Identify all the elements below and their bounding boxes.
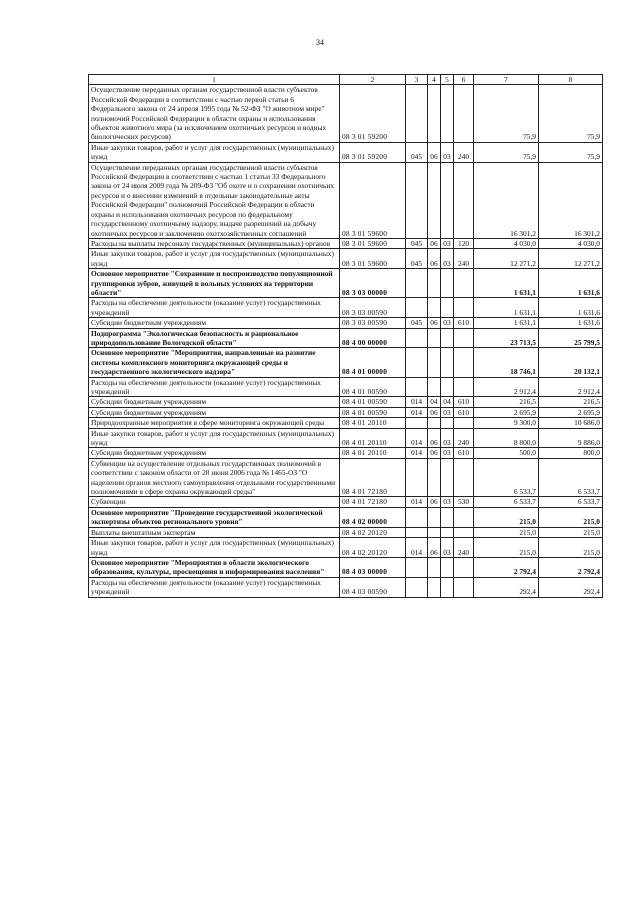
row-name-cell: Иные закупки товаров, работ и услуг для государственных (муниципальных) нужд (89, 538, 340, 558)
row-value-year1-cell: 1 631,1 (474, 269, 539, 298)
row-pr-cell (441, 418, 454, 428)
row-code-cell: 08 3 01 59600 (340, 162, 406, 238)
row-value-year2-cell: 75,9 (539, 85, 603, 142)
row-name-cell: Субсидии бюджетным учреждениям (89, 407, 340, 417)
row-code-cell: 08 3 01 59600 (340, 249, 406, 269)
row-name-cell: Субсидии бюджетным учреждениям (89, 318, 340, 328)
row-name-cell: Природоохранные мероприятия в сфере мониторинга окружающей среды (89, 418, 340, 428)
row-value-year2-cell: 1 631,6 (539, 269, 603, 298)
row-name-cell: Расходы на обеспечение деятельности (оказание услуг) государственных учреждений (89, 298, 340, 318)
row-pr-cell (441, 298, 454, 318)
row-rz-cell: 06 (428, 142, 441, 162)
row-rz-cell: 06 (428, 538, 441, 558)
row-code-cell: 08 3 01 59600 (340, 238, 406, 248)
row-value-year2-cell: 16 301,2 (539, 162, 603, 238)
row-value-year1-cell: 215,0 (474, 507, 539, 527)
col-header-pr: 5 (441, 75, 454, 85)
row-value-year2-cell: 10 686,0 (539, 418, 603, 428)
row-grbs-cell: 045 (406, 249, 428, 269)
table-row (89, 298, 603, 318)
table-row (89, 377, 603, 397)
row-value-year2-cell: 75,9 (539, 142, 603, 162)
row-name-cell: Субсидии бюджетным учреждениям (89, 448, 340, 458)
row-value-year1-cell: 4 030,0 (474, 238, 539, 248)
row-grbs-cell (406, 328, 428, 348)
row-code-cell: 08 4 02 20120 (340, 527, 406, 537)
row-value-year1-cell: 2 695,9 (474, 407, 539, 417)
table-row (89, 428, 603, 448)
row-value-year1-cell: 9 300,0 (474, 418, 539, 428)
row-grbs-cell (406, 577, 428, 597)
row-grbs-cell (406, 85, 428, 142)
row-vr-cell (454, 507, 474, 527)
row-value-year1-cell: 292,4 (474, 577, 539, 597)
row-value-year2-cell: 215,0 (539, 538, 603, 558)
row-name-cell: Субвенции (89, 497, 340, 507)
row-pr-cell: 03 (441, 318, 454, 328)
row-vr-cell: 240 (454, 249, 474, 269)
row-name-cell: Расходы на обеспечение деятельности (оказание услуг) государственных учреждений (89, 577, 340, 597)
row-name-cell: Субсидии бюджетным учреждениям (89, 397, 340, 407)
row-vr-cell (454, 269, 474, 298)
row-pr-cell (441, 527, 454, 537)
budget-table (88, 74, 603, 598)
row-rz-cell: 06 (428, 407, 441, 417)
row-value-year1-cell: 12 271,2 (474, 249, 539, 269)
page-number: 34 (316, 38, 324, 47)
row-value-year2-cell: 2 912,4 (539, 377, 603, 397)
row-value-year2-cell: 2 792,4 (539, 557, 603, 577)
row-code-cell: 08 4 01 00000 (340, 348, 406, 377)
row-vr-cell (454, 348, 474, 377)
row-value-year2-cell: 1 631,6 (539, 298, 603, 318)
row-value-year2-cell: 2 695,9 (539, 407, 603, 417)
table-row (89, 538, 603, 558)
row-rz-cell (428, 557, 441, 577)
table-row (89, 318, 603, 328)
row-pr-cell (441, 328, 454, 348)
table-row (89, 328, 603, 348)
row-value-year2-cell: 215,0 (539, 527, 603, 537)
row-grbs-cell: 014 (406, 538, 428, 558)
row-code-cell: 08 4 01 72180 (340, 458, 406, 497)
row-value-year1-cell: 2 792,4 (474, 557, 539, 577)
row-pr-cell (441, 577, 454, 597)
row-name-cell: Выплаты внештатным экспертам (89, 527, 340, 537)
row-pr-cell: 03 (441, 448, 454, 458)
table-header-row (89, 75, 603, 85)
row-grbs-cell (406, 507, 428, 527)
table-row (89, 497, 603, 507)
row-pr-cell: 03 (441, 407, 454, 417)
row-rz-cell (428, 85, 441, 142)
row-value-year1-cell: 23 713,5 (474, 328, 539, 348)
row-grbs-cell (406, 377, 428, 397)
row-pr-cell (441, 507, 454, 527)
col-header-grbs: 3 (406, 75, 428, 85)
row-pr-cell (441, 458, 454, 497)
row-value-year1-cell: 75,9 (474, 85, 539, 142)
row-code-cell: 08 4 03 00590 (340, 577, 406, 597)
row-value-year1-cell: 500,0 (474, 448, 539, 458)
row-grbs-cell (406, 527, 428, 537)
table-row (89, 527, 603, 537)
row-value-year1-cell: 215,0 (474, 527, 539, 537)
row-pr-cell: 03 (441, 497, 454, 507)
table-row (89, 249, 603, 269)
row-grbs-cell: 045 (406, 318, 428, 328)
row-value-year1-cell: 1 631,1 (474, 298, 539, 318)
row-name-cell: Иные закупки товаров, работ и услуг для государственных (муниципальных) нужд (89, 428, 340, 448)
row-rz-cell: 06 (428, 448, 441, 458)
row-grbs-cell: 014 (406, 397, 428, 407)
row-vr-cell (454, 577, 474, 597)
row-rz-cell: 06 (428, 238, 441, 248)
table-row (89, 557, 603, 577)
row-vr-cell (454, 527, 474, 537)
row-vr-cell: 120 (454, 238, 474, 248)
row-name-cell: Иные закупки товаров, работ и услуг для государственных (муниципальных) нужд (89, 249, 340, 269)
row-pr-cell: 03 (441, 428, 454, 448)
row-vr-cell (454, 377, 474, 397)
table-row (89, 269, 603, 298)
row-value-year2-cell: 292,4 (539, 577, 603, 597)
row-vr-cell: 610 (454, 448, 474, 458)
row-vr-cell: 240 (454, 428, 474, 448)
col-header-year2: 8 (539, 75, 603, 85)
row-rz-cell: 06 (428, 318, 441, 328)
row-value-year2-cell: 800,0 (539, 448, 603, 458)
row-vr-cell: 530 (454, 497, 474, 507)
row-pr-cell: 03 (441, 142, 454, 162)
row-grbs-cell (406, 298, 428, 318)
table-row (89, 458, 603, 497)
table-row (89, 348, 603, 377)
row-value-year2-cell: 9 886,0 (539, 428, 603, 448)
row-code-cell: 08 4 01 20110 (340, 418, 406, 428)
row-value-year2-cell: 6 533,7 (539, 497, 603, 507)
row-vr-cell (454, 328, 474, 348)
row-grbs-cell: 014 (406, 407, 428, 417)
table-row (89, 397, 603, 407)
row-vr-cell (454, 458, 474, 497)
row-code-cell: 08 3 01 59200 (340, 85, 406, 142)
row-rz-cell: 06 (428, 249, 441, 269)
row-code-cell: 08 4 00 00000 (340, 328, 406, 348)
row-vr-cell (454, 298, 474, 318)
row-value-year2-cell: 25 799,5 (539, 328, 603, 348)
row-grbs-cell (406, 458, 428, 497)
table-row (89, 407, 603, 417)
row-pr-cell (441, 269, 454, 298)
row-value-year2-cell: 215,0 (539, 507, 603, 527)
row-rz-cell (428, 377, 441, 397)
row-value-year1-cell: 16 301,2 (474, 162, 539, 238)
row-code-cell: 08 4 02 20120 (340, 538, 406, 558)
table-row (89, 85, 603, 142)
row-name-cell: Субвенции на осуществление отдельных государственных полномочий в соответствии с законом области от 28 июня 2006 года № 1465-ОЗ "О наделении органов местного самоуправления отдельными государственными полномочиями в сфере охраны окружающей среды" (89, 458, 340, 497)
row-code-cell: 08 3 03 00590 (340, 298, 406, 318)
row-rz-cell (428, 162, 441, 238)
row-vr-cell (454, 162, 474, 238)
row-vr-cell: 240 (454, 538, 474, 558)
table-row (89, 577, 603, 597)
table-row (89, 418, 603, 428)
row-name-cell: Основное мероприятие "Мероприятия в области экологического образования, культуры, просвещения и информирования населения" (89, 557, 340, 577)
row-vr-cell: 610 (454, 397, 474, 407)
row-pr-cell (441, 557, 454, 577)
row-name-cell: Расходы на обеспечение деятельности (оказание услуг) государственных учреждений (89, 377, 340, 397)
row-code-cell: 08 3 01 59200 (340, 142, 406, 162)
row-rz-cell (428, 298, 441, 318)
row-grbs-cell (406, 348, 428, 377)
col-header-code: 2 (340, 75, 406, 85)
row-name-cell: Основное мероприятие "Проведение государственной экологической экспертизы объектов регионального уровня" (89, 507, 340, 527)
row-rz-cell (428, 418, 441, 428)
row-value-year1-cell: 2 912,4 (474, 377, 539, 397)
row-name-cell: Основное мероприятие "Сохранение и воспроизводство популяционной группировки зубров, живущей в вольных условиях на территории области" (89, 269, 340, 298)
row-value-year2-cell: 20 132,1 (539, 348, 603, 377)
table-row (89, 238, 603, 248)
row-grbs-cell (406, 418, 428, 428)
row-value-year1-cell: 215,0 (474, 538, 539, 558)
row-pr-cell (441, 85, 454, 142)
row-rz-cell (428, 348, 441, 377)
row-value-year1-cell: 1 631,1 (474, 318, 539, 328)
row-grbs-cell (406, 557, 428, 577)
row-vr-cell (454, 85, 474, 142)
row-code-cell: 08 3 03 00590 (340, 318, 406, 328)
row-grbs-cell: 045 (406, 238, 428, 248)
row-pr-cell: 03 (441, 538, 454, 558)
row-name-cell: Основное мероприятие "Мероприятия, направленные на развитие системы комплексного мониторинга окружающей среды и государственного экологического надзора" (89, 348, 340, 377)
row-rz-cell (428, 577, 441, 597)
row-rz-cell: 06 (428, 497, 441, 507)
row-code-cell: 08 4 03 00000 (340, 557, 406, 577)
row-pr-cell (441, 348, 454, 377)
row-grbs-cell: 045 (406, 142, 428, 162)
row-grbs-cell (406, 269, 428, 298)
table-row (89, 162, 603, 238)
row-code-cell: 08 4 01 00590 (340, 377, 406, 397)
row-code-cell: 08 3 03 00000 (340, 269, 406, 298)
row-value-year1-cell: 6 533,7 (474, 497, 539, 507)
row-value-year2-cell: 216,5 (539, 397, 603, 407)
row-pr-cell: 03 (441, 238, 454, 248)
row-name-cell: Осуществление переданных органам государственной власти субъектов Российской Федерации в соответствии с частью первой статьи 6 Федерального закона от 24 апреля 1995 года № 52-ФЗ "О животном мире" полномочий Российской Федерации в области охраны и использования объектов животного мира (за исключением охотничьих ресурсов и водных биологических ресурсов) (89, 85, 340, 142)
col-header-vr: 6 (454, 75, 474, 85)
row-name-cell: Иные закупки товаров, работ и услуг для государственных (муниципальных) нужд (89, 142, 340, 162)
col-header-rz: 4 (428, 75, 441, 85)
row-value-year1-cell: 216,5 (474, 397, 539, 407)
row-vr-cell: 240 (454, 142, 474, 162)
row-grbs-cell: 014 (406, 428, 428, 448)
row-code-cell: 08 4 01 00590 (340, 407, 406, 417)
row-vr-cell (454, 557, 474, 577)
row-rz-cell (428, 269, 441, 298)
table-row (89, 507, 603, 527)
row-pr-cell: 03 (441, 249, 454, 269)
row-vr-cell: 610 (454, 407, 474, 417)
table-row (89, 448, 603, 458)
row-rz-cell (428, 328, 441, 348)
row-value-year2-cell: 4 030,0 (539, 238, 603, 248)
row-code-cell: 08 4 02 00000 (340, 507, 406, 527)
table-body (89, 85, 603, 597)
row-rz-cell: 06 (428, 428, 441, 448)
row-code-cell: 08 4 01 20110 (340, 428, 406, 448)
row-vr-cell (454, 418, 474, 428)
col-header-name: 1 (89, 75, 340, 85)
row-rz-cell (428, 527, 441, 537)
row-name-cell: Подпрограмма "Экологическая безопасность и рациональное природопользование Вологодской области" (89, 328, 340, 348)
row-code-cell: 08 4 01 20110 (340, 448, 406, 458)
row-grbs-cell: 014 (406, 497, 428, 507)
col-header-year1: 7 (474, 75, 539, 85)
row-name-cell: Осуществление переданных органам государственной власти субъектов Российской Федерации в соответствии с частью 1 статьи 33 Федерального закона от 24 июля 2009 года № 209-ФЗ "Об охоте и о сохранении охотничьих ресурсов и о внесении изменений в отдельные законодательные акты Российской Федерации" полномочий Российской Федерации в области охраны и использования охотничьих ресурсов по федеральному государственному охотничьему надзору, выдаче разрешений на добычу охотничьих ресурсов и заключению охотхозяйственных соглашений (89, 162, 340, 238)
row-code-cell: 08 4 01 00590 (340, 397, 406, 407)
row-grbs-cell (406, 162, 428, 238)
row-code-cell: 08 4 01 72180 (340, 497, 406, 507)
row-pr-cell (441, 162, 454, 238)
row-rz-cell: 04 (428, 397, 441, 407)
row-value-year1-cell: 75,9 (474, 142, 539, 162)
row-pr-cell (441, 377, 454, 397)
row-value-year1-cell: 6 533,7 (474, 458, 539, 497)
row-value-year2-cell: 1 631,6 (539, 318, 603, 328)
row-value-year2-cell: 6 533,7 (539, 458, 603, 497)
row-value-year1-cell: 8 800,0 (474, 428, 539, 448)
row-rz-cell (428, 458, 441, 497)
row-vr-cell: 610 (454, 318, 474, 328)
table-row (89, 142, 603, 162)
row-value-year1-cell: 18 746,1 (474, 348, 539, 377)
row-pr-cell: 04 (441, 397, 454, 407)
row-value-year2-cell: 12 271,2 (539, 249, 603, 269)
row-grbs-cell: 014 (406, 448, 428, 458)
row-rz-cell (428, 507, 441, 527)
row-name-cell: Расходы на выплаты персоналу государственных (муниципальных) органов (89, 238, 340, 248)
